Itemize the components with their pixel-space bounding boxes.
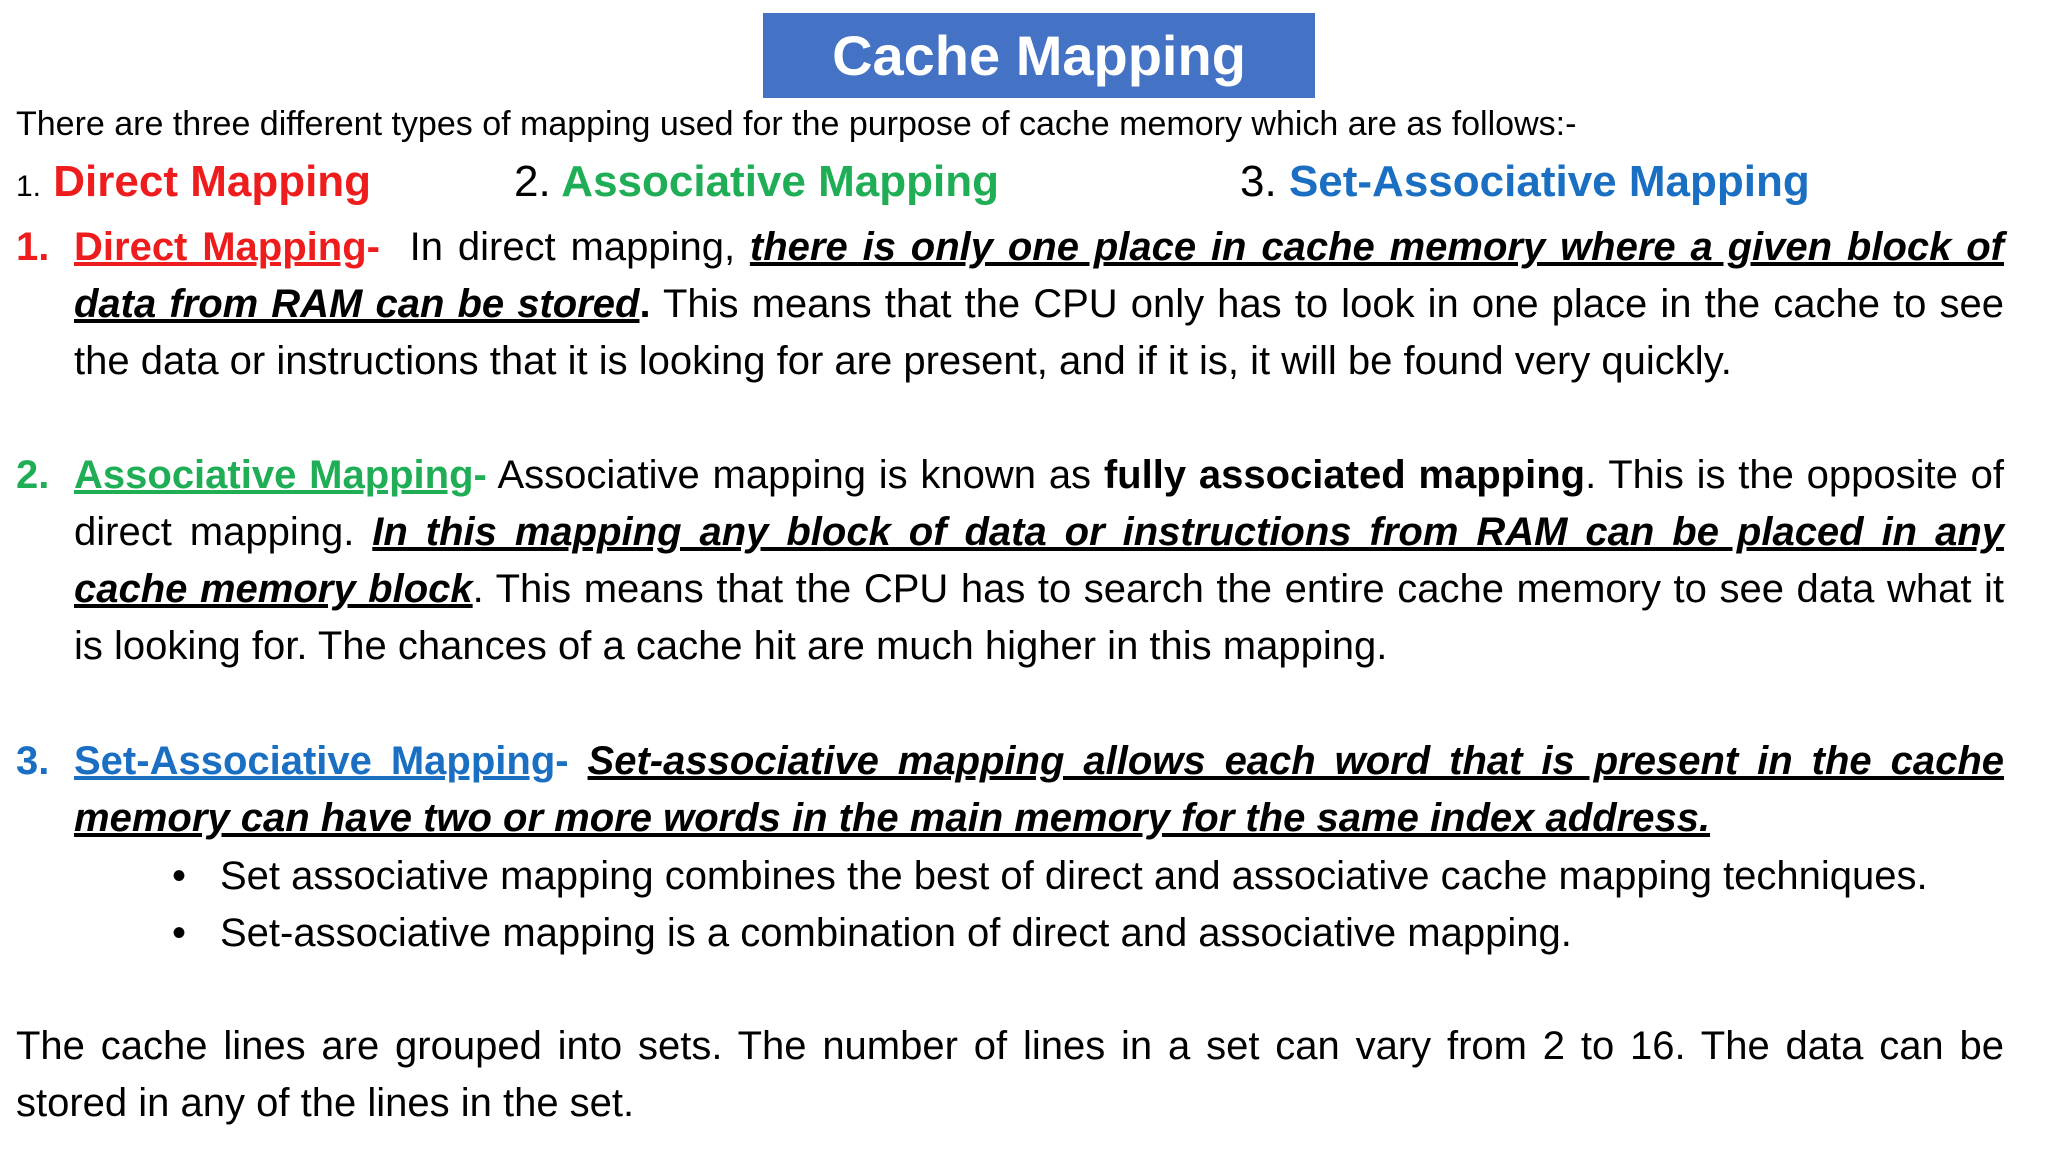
type-label-direct: Direct Mapping bbox=[53, 157, 372, 206]
closing-text: The cache lines are grouped into sets. The number of lines in a set can vary from 2 to 16. The data can be stored in any of the lines in the set. bbox=[16, 1024, 2004, 1125]
bullet-text: Set associative mapping combines the best of direct and associative cache mapping techniques. bbox=[220, 854, 1928, 898]
slide-title: Cache Mapping bbox=[763, 13, 1315, 98]
intro-text: There are three different types of mapping used for the purpose of cache memory which are as follows:- bbox=[16, 105, 1577, 143]
bullet-icon: • bbox=[172, 854, 187, 898]
heading-dash: - bbox=[366, 225, 380, 269]
bullet-list bbox=[172, 848, 2004, 962]
section-text: . This means that the CPU has to search the entire cache memory to see data what it is looking for. The chances of a cache hit are much higher in this mapping. bbox=[74, 567, 2004, 668]
emphasis-period: . bbox=[639, 282, 651, 326]
section-text: Associative mapping is known as bbox=[486, 453, 1104, 497]
section-text: In direct mapping, bbox=[379, 225, 750, 269]
type-label-set-associative: Set-Associative Mapping bbox=[1288, 157, 1810, 206]
section-emphasis: Set-associative mapping allows each word that is present in the cache memory can have two or more words in the main memory for the same index address. bbox=[74, 739, 2004, 840]
section-set-associative-mapping bbox=[16, 733, 2004, 847]
section-number: 3. bbox=[16, 739, 50, 783]
heading-dash: - bbox=[555, 739, 569, 783]
section-associative-mapping bbox=[16, 447, 2005, 675]
type-number: 1. bbox=[16, 170, 42, 203]
section-direct-mapping bbox=[16, 219, 2004, 390]
section-text bbox=[569, 739, 588, 783]
type-item-direct bbox=[16, 150, 371, 214]
section-heading-associative: Associative Mapping bbox=[74, 453, 474, 497]
section-heading-set-associative: Set-Associative Mapping bbox=[74, 739, 556, 783]
type-number: 2. bbox=[514, 157, 551, 206]
section-text: . This is the opposite of direct mapping. bbox=[74, 453, 2005, 554]
list-item bbox=[172, 848, 2004, 905]
type-label-associative: Associative Mapping bbox=[561, 157, 999, 206]
section-heading-direct: Direct Mapping bbox=[74, 225, 367, 269]
section-number: 2. bbox=[16, 453, 50, 497]
section-emphasis: there is only one place in cache memory where a given block of data from RAM can be stored bbox=[74, 225, 2004, 326]
type-item-associative bbox=[514, 150, 999, 214]
type-item-set-associative bbox=[1240, 150, 1810, 214]
section-text: This means that the CPU only has to look in one place in the cache to see the data or instructions that it is looking for are present, and if it is, it will be found very quickly. bbox=[74, 282, 2004, 383]
type-number: 3. bbox=[1240, 157, 1277, 206]
list-item bbox=[172, 905, 2004, 962]
section-emphasis: In this mapping any block of data or instructions from RAM can be placed in any cache memory block bbox=[74, 510, 2004, 611]
bullet-icon: • bbox=[172, 911, 187, 955]
section-number: 1. bbox=[16, 225, 50, 269]
heading-dash: - bbox=[473, 453, 487, 497]
bullet-text: Set-associative mapping is a combination of direct and associative mapping. bbox=[220, 911, 1572, 955]
section-bold-term: fully associated mapping bbox=[1103, 453, 1586, 497]
